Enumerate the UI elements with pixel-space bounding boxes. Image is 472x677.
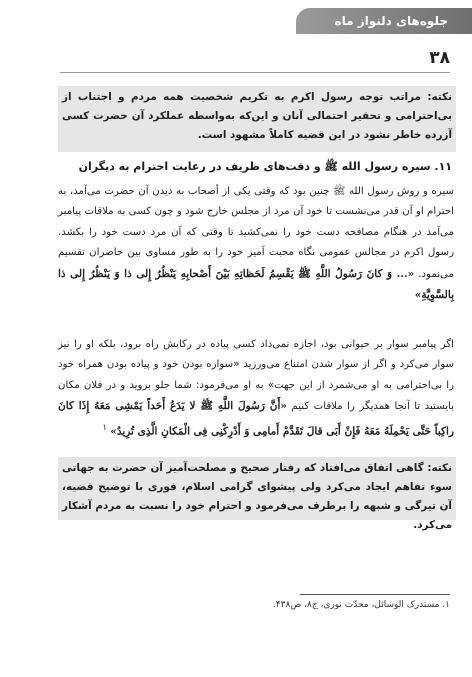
body-1-quote: «... وَ کانَ رَسُولُ اللَّهِ ﷺ یَقْسِمُ لَحَظاتِهِ بَیْنَ أَصْحابِهِ یَنْظُرُ إِلی ذا وَ یَنْظُرُ إِلی ذا بِالسَّوِیَّةِ» [58, 267, 454, 302]
footnote-rule [300, 594, 450, 595]
section-heading: ۱۱. سیره رسول الله ﷺ و دقت‌های ظریف در رعایت احترام به دیگران [78, 160, 452, 173]
body-2-quote: «أَنَّ رَسُولَ اللَّهِ ﷺ لا یَدَعُ أَحَداً یَمْشِی مَعَهُ إِذَا کانَ راکِباً حَتَّی یَحْمِلَهُ مَعَهُ فَإِنْ أَبَی قالَ تَقَدَّمْ أَمامِی وَ أَدْرِکْنِی فِی الْمَکانِ الَّذِی تُرِیدُ» [58, 400, 454, 438]
body-1-text: سیره و روش رسول الله ﷺ چنین بود که وقتی یکی از أصحاب به دیدن آن حضرت می‌آمد، به احترام او آن قدر می‌نشست تا خود آن مرد از مجلس خارج شود و چون کسی به ملاقات پیامبر می‌آمد در هنگام مصافحه دست خود را نمی‌کشید تا وقتی که آن مرد دست خود را بکشد. رسول اکرم در مجالس عمومی نگاه محبت آمیز خود را به طور مساوی بین حاضران تقسیم می‌نمود. [58, 186, 454, 280]
footnote-reference[interactable]: ۱ [102, 422, 107, 433]
body-paragraph-2 [58, 335, 454, 442]
note-2-text: نکته: گاهی اتفاق می‌افتاد که رفتار صحیح و مصلحت‌آمیز آن حضرت به جهاتی سوء تفاهم ایجاد می‌کرد ولی پیشوای گرامی اسلام، فوری با توضیح قضیه، آن تیرگی و شبهه را برطرف می‌فرمود و احترام خود را نسبت به مردم آشکار می‌کرد. [62, 462, 452, 531]
top-rule [60, 72, 450, 73]
page-number: ۳۸ [429, 48, 450, 68]
body-2-text: اگر پیامبر سوار بر حیوانی بود، اجازه نمی‌داد کسی پیاده در رکابش راه برود، بلکه او را نیز سوار می‌کرد و اگر از سوار شدن امتناع می‌ورزید «سواره بودن خود و پیاده بودن همراه خود را بی‌احترامی به او می‌شمرد از این جهت» به او می‌فرمود: شما جلو بروید و در فلان مکان بایستید تا آنجا همدیگر را ملاقات کنیم [58, 339, 454, 413]
note-box-1 [58, 86, 456, 152]
header-band [296, 8, 472, 34]
note-box-2 [58, 457, 456, 531]
note-1-text: نکته: مراتب توجه رسول اکرم به تکریم شخصیت همه مردم و اجتناب از بی‌احترامی و تحقیر احتمالی آنان و این‌که به‌واسطه عملکرد آن حضرت کسی آزرده خاطر نشود در این قضیه کاملاً مشهود است. [62, 91, 452, 141]
body-paragraph-1 [58, 182, 454, 306]
footnote: ۱. مستدرک الوسائل، محدّث نوری، ج۸، ص۴۳۸. [272, 600, 450, 610]
header-title: جلوه‌های دلنواز ماه [334, 14, 448, 28]
